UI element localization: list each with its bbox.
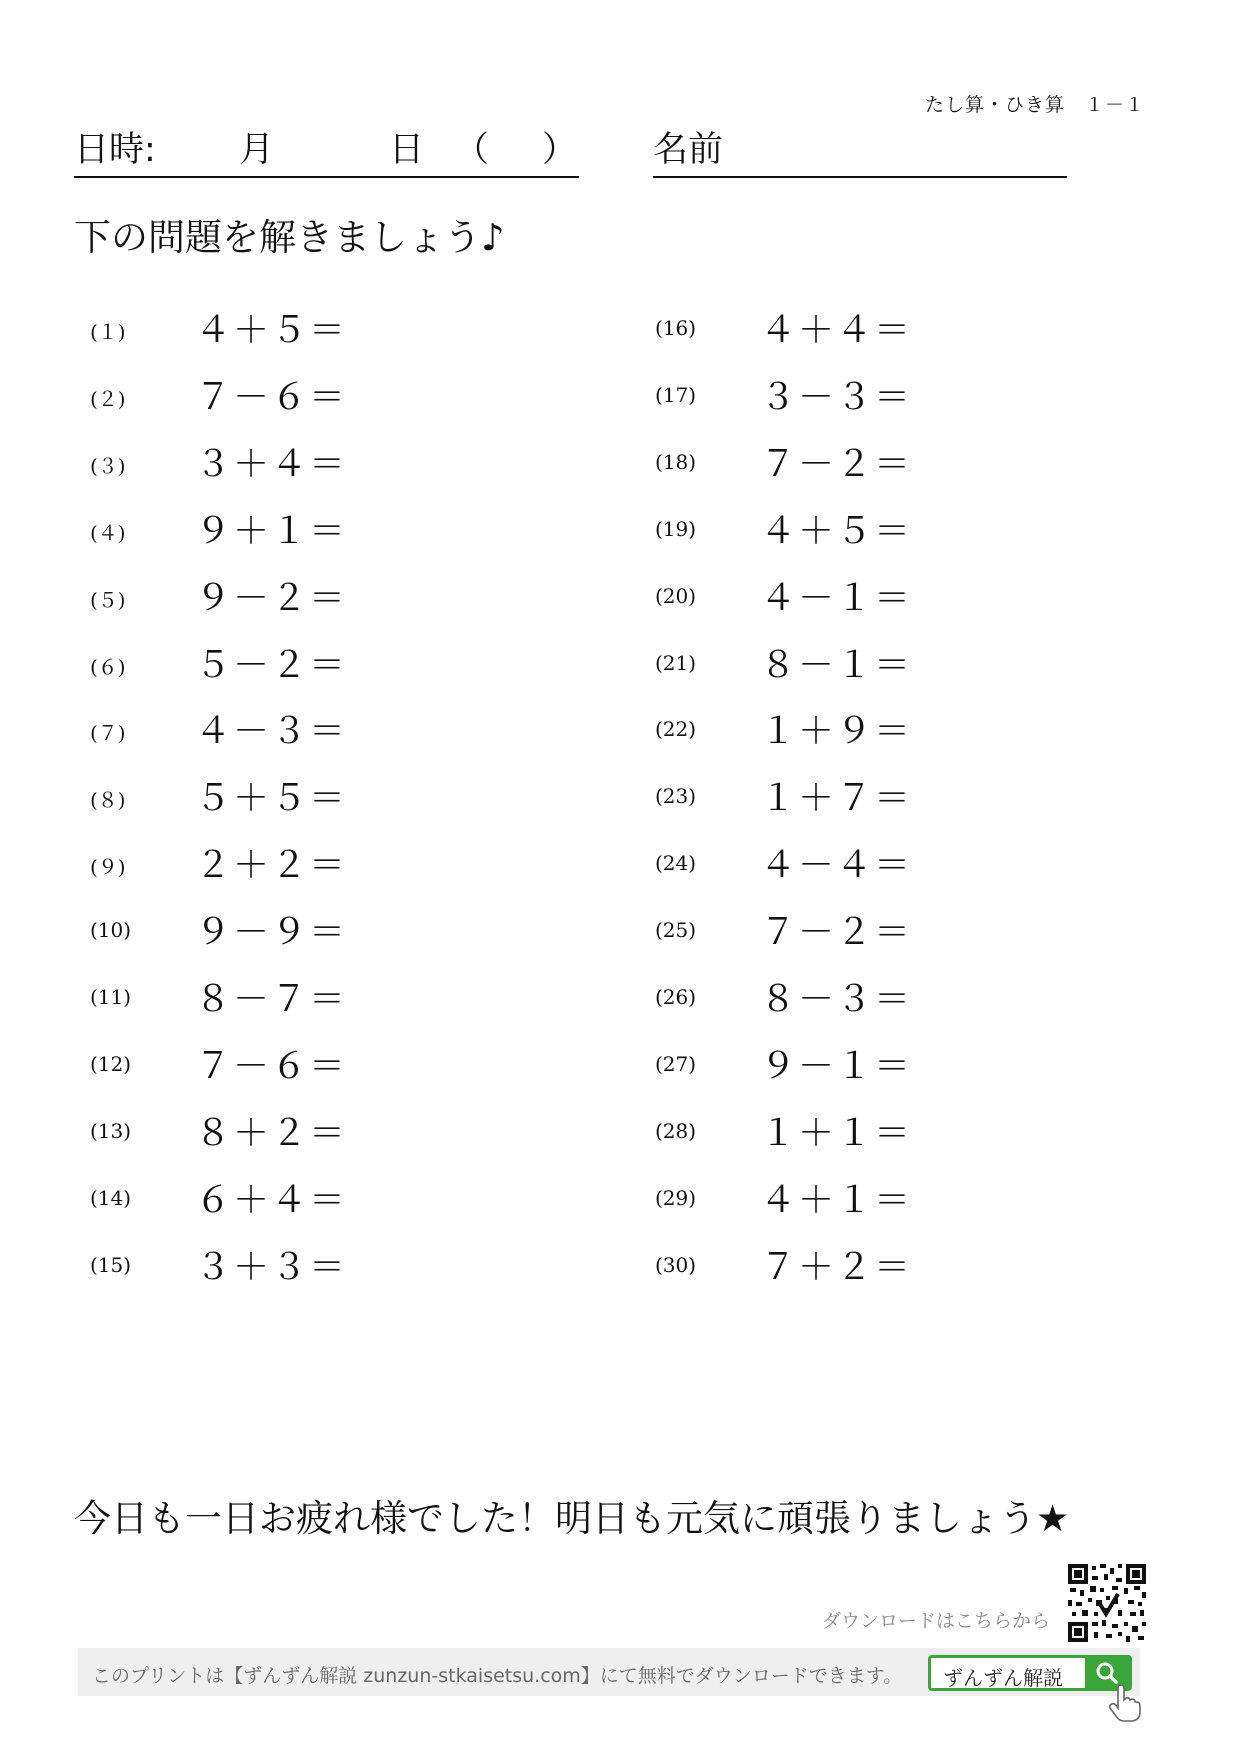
problem-number: (20) [655,584,697,608]
problem-expression: ８－３＝ [760,979,913,1020]
problem-expression: ５－２＝ [195,645,348,686]
problem-expression: ７－６＝ [195,377,348,418]
problem-number: (18) [655,450,697,474]
closing-message: 今日も一日お疲れ様でした！明日も元気に頑張りましょう★ [74,1497,1070,1540]
weekday-paren-open: （ [454,130,490,170]
problem-number: (12) [90,1052,132,1076]
problem-number: (14) [90,1186,132,1210]
problem-expression: １＋７＝ [760,778,913,819]
problem-number: (13) [90,1119,132,1143]
name-field [653,132,1067,178]
problem-number: (29) [655,1186,697,1210]
weekday-paren-close: ） [542,130,578,170]
problem-number: (16) [655,316,697,340]
problem-number: (28) [655,1119,697,1143]
problem-expression: ４－４＝ [760,845,913,886]
problem-expression: ７－６＝ [195,1046,348,1087]
date-field [74,132,579,178]
problem-number: (10) [90,918,132,942]
problem-expression: ９－９＝ [195,912,348,953]
problem-number: (５) [90,588,126,612]
problem-number: (11) [90,985,132,1009]
problem-expression: ８－１＝ [760,645,913,686]
problem-number: (24) [655,851,697,875]
date-label: 日時: [74,130,156,170]
month-label: 月 [239,130,275,170]
problem-expression: ９－２＝ [195,578,348,619]
problem-number: (９) [90,855,126,879]
problem-expression: ５＋５＝ [195,778,348,819]
problem-expression: ４－１＝ [760,578,913,619]
problem-number: (27) [655,1052,697,1076]
instruction-text: 下の問題を解きましょう♪ [74,216,505,259]
problem-expression: ６＋４＝ [195,1180,348,1221]
search-label: ずんずん解説 [943,1666,1063,1690]
problem-expression: ７－２＝ [760,912,913,953]
problem-number: (６) [90,655,126,679]
problem-expression: ７＋２＝ [760,1247,913,1288]
problem-number: (21) [655,651,697,675]
problem-expression: ８＋２＝ [195,1113,348,1154]
footer-text: このプリントは【ずんずん解説 zunzun-stkaisetsu.com】にて無料でダウンロードできます。 [92,1665,903,1687]
problem-expression: ４＋１＝ [760,1180,913,1221]
problem-expression: １＋９＝ [760,711,913,752]
problem-expression: ３＋３＝ [195,1247,348,1288]
problem-number: (15) [90,1253,132,1277]
problem-number: (17) [655,383,697,407]
problem-number: (22) [655,717,697,741]
problem-expression: ８－７＝ [195,979,348,1020]
problem-expression: ４－３＝ [195,711,348,752]
problem-number: (８) [90,788,126,812]
name-label: 名前 [653,130,724,170]
download-text: ダウンロードはこちらから [822,1610,1051,1632]
problem-expression: ７－２＝ [760,444,913,485]
problem-expression: １＋１＝ [760,1113,913,1154]
day-label: 日 [389,130,425,170]
problem-expression: ４＋５＝ [760,511,913,552]
problem-number: (26) [655,985,697,1009]
problem-expression: ９＋１＝ [195,511,348,552]
problem-number: (25) [655,918,697,942]
problem-number: (２) [90,387,126,411]
problem-expression: ３－３＝ [760,377,913,418]
site-search-box[interactable] [928,1655,1132,1691]
problem-number: (23) [655,784,697,808]
problem-number: (３) [90,454,126,478]
problem-expression: ２＋２＝ [195,845,348,886]
problem-number: (４) [90,521,126,545]
problem-expression: ４＋５＝ [195,310,348,351]
qr-code-icon[interactable] [1066,1562,1148,1644]
problem-number: (１) [90,320,126,344]
problem-expression: ９－１＝ [760,1046,913,1087]
problem-expression: ３＋４＝ [195,444,348,485]
problem-number: (19) [655,517,697,541]
worksheet-tag: たし算・ひき算 １－１ [925,94,1146,116]
problem-number: (７) [90,721,126,745]
problem-expression: ４＋４＝ [760,310,913,351]
problem-number: (30) [655,1253,697,1277]
hand-cursor-icon [1106,1684,1142,1722]
